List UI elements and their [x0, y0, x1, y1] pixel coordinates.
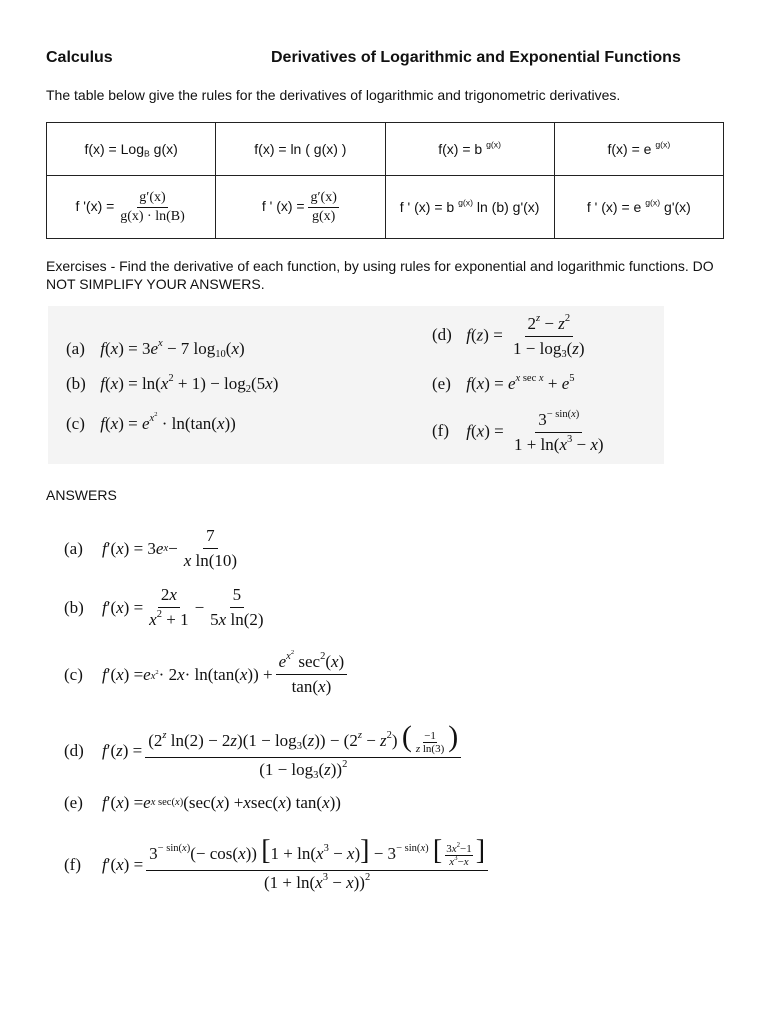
answer-f: (f) f ′( x ) = $3^{- sin(x)}(- \cos(x)) [1 + \ln(x^3 - x)] - 3^{- sin(x)}$ [ $\frac{3x^2-1}{x^3-x}$ ] $(1 + \ln(x^3 - x))^2$: [64, 837, 491, 893]
answer-c: (c) f ′( x ) = e $x^2$ · 2 x · ln(tan( x )) + $e^{x^2}$ $\sec^2(x)$ tan(x): [64, 652, 350, 697]
rule-cell-exp-b: f(x) = b $^{g(x)}$: [385, 123, 554, 176]
exercise-c: (c) $f(x) = e^{x^2} \cdot \ln(\tan(x))$: [66, 411, 236, 433]
exercise-e: (e) $f(x) = e^{x sec x} + e^5$: [432, 373, 575, 393]
answer-a: (a) f ′( x ) = 3 e x − 7 x ln(10): [64, 526, 238, 570]
rule-derivative-exp-e: f ' (x) = e $^{g(x)}$ g'(x): [554, 176, 723, 239]
intro-text: The table below give the rules for the derivatives of logarithmic and trigonometric derivatives.: [46, 87, 621, 103]
course-title: Calculus: [46, 49, 113, 66]
answer-e: (e) f ′( x ) = e x sec(x) (sec( x ) + x sec( x ) tan( x )): [64, 793, 341, 812]
rule-cell-exp-e: f(x) = e $^{g(x)}$: [554, 123, 723, 176]
rule-cell-log-base: f(x) = Log$_B$ g(x): [47, 123, 216, 176]
answers-title: ANSWERS: [46, 487, 117, 503]
rule-derivative-exp-b: f ' (x) = b $^{g(x)}$ ln (b) g'(x): [385, 176, 554, 239]
exercise-f: (f) f(x) = $\frac{3^{- sin(x)}}{1 + \ln(x^3 - x)}$: [432, 409, 604, 454]
page-title: Derivatives of Logarithmic and Exponential Functions: [271, 49, 681, 66]
answer-d: (d) f ′( z ) = ($2^z$ $\ln(2) - 2z)(1 - \log_3(z)) - (2^z - z^2)$ ( $\frac{-1}{\text{z ln(3)}}$ ) $(1 - \log_3(z))^2$: [64, 722, 464, 780]
rule-cell-ln: f(x) = ln ( g(x) ): [216, 123, 385, 176]
exercises-panel: [48, 306, 664, 464]
exercise-d: (d) f(z) = $\frac{2^z - z^2}{1 - \log_3(z)}$: [432, 313, 585, 361]
rule-derivative-ln: f ' (x) = $\frac{g'(x)}{g(x)}$: [216, 176, 385, 239]
exercise-a: (a) $f(x) = 3e^x - 7$ $\log_{10}(x)$: [66, 338, 245, 361]
answer-b: (b) f ′( x ) = 2x $x^2 + 1$ − 5 5x ln(2): [64, 585, 264, 629]
exercise-b: (b) $f(x) = \ln(x^2 + 1) - \log_2(5x)$: [66, 373, 279, 396]
exercises-instructions: Exercises - Find the derivative of each function, by using rules for exponential and logarithmic functions. DO NOT SIMPLIFY YOUR ANSWERS.: [46, 258, 714, 292]
rules-table: [46, 122, 724, 239]
rule-derivative-log-base: f '(x) = $\frac{g'(x)}{g(x) \cdot \ln(B)}$: [47, 176, 216, 239]
